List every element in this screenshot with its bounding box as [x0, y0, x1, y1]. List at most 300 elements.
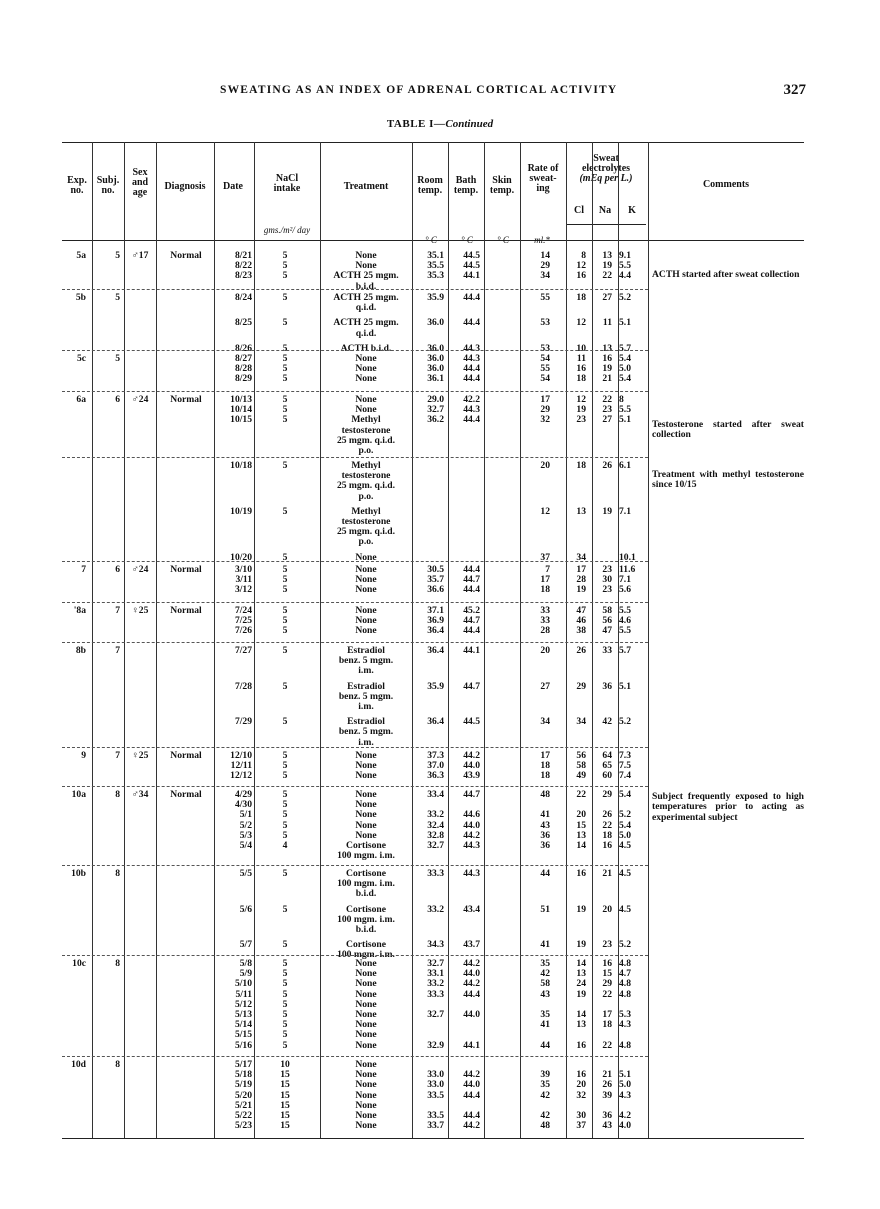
k-cell: 5.5	[619, 260, 631, 272]
header-na: Na	[598, 205, 612, 216]
nacl-cell: 5	[282, 789, 288, 800]
nacl-cell: 5	[282, 939, 288, 951]
date-cell: 8/28	[234, 363, 252, 375]
treatment-cell: ACTH 25 mgm. q.i.d.	[333, 292, 399, 314]
date-cell: 12/12	[230, 770, 252, 782]
room-temp-cell: 35.9	[427, 680, 444, 692]
k-cell: 5.6	[619, 584, 631, 596]
bath-temp-cell: 44.4	[463, 373, 480, 385]
nacl-cell: 5	[282, 363, 288, 375]
treatment-cell: None	[355, 551, 377, 563]
rate-cell: 20	[540, 645, 550, 656]
nacl-cell: 5	[282, 968, 288, 980]
k-cell: 5.5	[619, 605, 631, 616]
cl-cell: 46	[576, 615, 586, 627]
column-divider	[648, 142, 649, 1138]
na-cell: 15	[602, 968, 612, 980]
subject-number: 6	[115, 564, 120, 575]
bath-temp-cell: 44.4	[463, 1089, 480, 1101]
date-cell: 8/22	[234, 260, 252, 272]
treatment-cell: None	[355, 750, 377, 761]
caption-label: TABLE I—	[386, 118, 446, 130]
rate-cell: 41	[540, 1019, 550, 1031]
cl-cell: 11	[576, 353, 586, 364]
rate-cell: 20	[540, 460, 550, 471]
treatment-cell: None	[355, 625, 377, 637]
room-temp-cell: 36.4	[427, 716, 444, 728]
nacl-cell: 5	[282, 551, 288, 563]
na-cell: 17	[602, 1009, 612, 1020]
room-temp-cell: 33.3	[427, 868, 444, 879]
treatment-cell: Methyl testosterone 25 mgm. q.i.d. p.o.	[336, 414, 396, 456]
group-divider	[62, 747, 648, 748]
subject-number: 7	[115, 645, 120, 656]
header-electrolytes-unit: (mEq per L.)	[579, 173, 633, 184]
k-cell: 4.7	[619, 968, 631, 980]
rate-cell: 55	[540, 363, 550, 375]
bath-temp-cell: 44.1	[463, 645, 480, 656]
k-cell: 7.4	[619, 770, 631, 782]
nacl-cell: 5	[282, 625, 288, 637]
cl-cell: 16	[576, 1069, 586, 1081]
nacl-cell: 15	[280, 1069, 290, 1081]
unit-bath: ° C	[461, 235, 473, 245]
treatment-cell: None	[355, 1110, 377, 1121]
nacl-cell: 5	[282, 353, 288, 364]
k-cell: 4.8	[619, 988, 631, 1000]
rate-cell: 48	[540, 1120, 550, 1132]
rate-cell: 17	[540, 574, 550, 586]
k-cell: 4.5	[619, 840, 631, 851]
bath-temp-cell: 44.4	[463, 317, 480, 329]
cl-cell: 19	[576, 903, 586, 915]
treatment-cell: None	[355, 799, 377, 811]
na-cell: 26	[602, 1079, 612, 1091]
group-divider	[62, 1056, 648, 1057]
bath-temp-cell: 44.1	[463, 270, 480, 282]
nacl-cell: 5	[282, 750, 288, 761]
date-cell: 5/18	[234, 1069, 252, 1081]
nacl-cell: 5	[282, 1029, 288, 1041]
header-date: Date	[223, 181, 243, 192]
rate-cell: 58	[540, 978, 550, 990]
rate-cell: 33	[540, 615, 550, 627]
diagnosis: Normal	[170, 789, 202, 800]
treatment-cell: None	[355, 829, 377, 841]
exp-number: 5c	[76, 353, 86, 364]
nacl-cell: 5	[282, 1009, 288, 1020]
nacl-cell: 5	[282, 292, 288, 303]
na-cell: 23	[602, 404, 612, 416]
room-temp-cell: 32.7	[427, 1009, 444, 1020]
running-head: SWEATING AS AN INDEX OF ADRENAL CORTICAL ACTIVITY	[220, 84, 618, 96]
room-temp-cell: 36.0	[427, 363, 444, 375]
bath-temp-cell: 44.4	[463, 564, 480, 575]
na-cell: 18	[602, 829, 612, 841]
na-cell: 30	[602, 574, 612, 586]
k-cell: 4.5	[619, 868, 631, 879]
date-cell: 7/28	[234, 680, 252, 692]
room-temp-cell: 36.4	[427, 625, 444, 637]
room-temp-cell: 33.3	[427, 988, 444, 1000]
cl-cell: 13	[576, 829, 586, 841]
room-temp-cell: 30.5	[427, 564, 444, 575]
rate-cell: 41	[540, 809, 550, 821]
bath-temp-cell: 44.3	[463, 840, 480, 851]
k-cell: 5.7	[619, 645, 631, 656]
bath-temp-cell: 44.2	[463, 1069, 480, 1081]
na-cell: 19	[602, 505, 612, 517]
comment-subject-exposure: Subject frequently exposed to high temperatures prior to acting as experimental subject	[652, 791, 804, 823]
room-temp-cell: 32.7	[427, 958, 444, 969]
nacl-cell: 15	[280, 1099, 290, 1111]
na-cell: 20	[602, 903, 612, 915]
cl-cell: 18	[576, 292, 586, 303]
date-cell: 5/23	[234, 1120, 252, 1132]
nacl-cell: 5	[282, 505, 288, 517]
cl-cell: 20	[576, 809, 586, 821]
unit-room: ° C	[425, 235, 437, 245]
date-cell: 5/11	[235, 988, 252, 1000]
date-cell: 8/24	[234, 292, 252, 303]
k-cell: 5.0	[619, 363, 631, 375]
na-cell: 21	[602, 1069, 612, 1081]
treatment-cell: Estradiol benz. 5 mgm. i.m.	[338, 716, 394, 748]
header-rate: Rate of sweat-ing	[527, 163, 559, 194]
date-cell: 10/15	[230, 414, 252, 426]
cl-cell: 13	[576, 1019, 586, 1031]
room-temp-cell: 32.8	[427, 829, 444, 841]
date-cell: 3/10	[234, 564, 252, 575]
k-cell: 4.5	[619, 903, 631, 915]
group-divider	[62, 350, 648, 351]
na-cell: 29	[602, 978, 612, 990]
rate-cell: 55	[540, 292, 550, 303]
treatment-cell: None	[355, 1059, 377, 1070]
room-temp-cell: 33.2	[427, 978, 444, 990]
bath-temp-cell: 44.0	[463, 1079, 480, 1091]
cl-cell: 13	[576, 968, 586, 980]
header-bath: Bath temp.	[453, 175, 479, 196]
rate-cell: 35	[540, 958, 550, 969]
cl-cell: 14	[576, 840, 586, 851]
na-cell: 16	[602, 353, 612, 364]
rate-cell: 48	[540, 789, 550, 800]
k-cell: 5.5	[619, 625, 631, 637]
bath-temp-cell: 43.4	[463, 903, 480, 915]
date-cell: 4/30	[234, 799, 252, 811]
exp-number: 5a	[76, 250, 86, 261]
k-cell: 6.1	[619, 460, 631, 471]
room-temp-cell: 33.2	[427, 809, 444, 821]
nacl-cell: 5	[282, 829, 288, 841]
group-divider	[62, 391, 648, 392]
cl-cell: 24	[576, 978, 586, 990]
date-cell: 5/4	[239, 840, 252, 851]
k-cell: 11.6	[619, 564, 636, 575]
na-cell: 64	[602, 750, 612, 761]
rate-cell: 54	[540, 373, 550, 385]
exp-number: 10b	[71, 868, 86, 879]
cl-cell: 14	[576, 958, 586, 969]
room-temp-cell: 36.0	[427, 353, 444, 364]
room-temp-cell: 36.3	[427, 770, 444, 782]
cl-cell: 26	[576, 645, 586, 656]
na-cell: 60	[602, 770, 612, 782]
date-cell: 5/6	[239, 903, 252, 915]
date-cell: 5/21	[234, 1099, 252, 1111]
k-cell: 7.5	[619, 760, 631, 772]
nacl-cell: 5	[282, 716, 288, 728]
bath-temp-cell: 44.2	[463, 750, 480, 761]
treatment-cell: None	[355, 615, 377, 627]
top-rule	[62, 142, 804, 143]
exp-number: 10c	[72, 958, 86, 969]
unit-rate: ml.*	[534, 235, 550, 245]
k-cell: 4.0	[619, 1120, 631, 1132]
diagnosis: Normal	[170, 750, 202, 761]
rate-cell: 35	[540, 1009, 550, 1020]
treatment-cell: None	[355, 958, 377, 969]
nacl-cell: 5	[282, 868, 288, 879]
date-cell: 7/25	[234, 615, 252, 627]
k-cell: 5.2	[619, 716, 631, 728]
date-cell: 8/25	[234, 317, 252, 329]
rate-cell: 44	[540, 1039, 550, 1051]
group-divider	[62, 865, 648, 866]
rate-cell: 34	[540, 270, 550, 282]
header-electrolytes: Sweat electrolytes	[581, 153, 631, 174]
page-number: 327	[783, 82, 806, 98]
date-cell: 8/21	[234, 250, 252, 261]
cl-cell: 32	[576, 1089, 586, 1101]
exp-number: 9	[81, 750, 86, 761]
date-cell: 5/17	[234, 1059, 252, 1070]
subject-number: 5	[115, 250, 120, 261]
nacl-cell: 5	[282, 373, 288, 385]
treatment-cell: ACTH 25 mgm. q.i.d.	[333, 317, 399, 339]
na-cell: 19	[602, 260, 612, 272]
bath-temp-cell: 44.6	[463, 809, 480, 821]
rate-cell: 43	[540, 819, 550, 831]
room-temp-cell: 36.4	[427, 645, 444, 656]
bath-temp-cell: 44.0	[463, 1009, 480, 1020]
header-exp: Exp. no.	[67, 175, 87, 196]
rate-cell: 18	[540, 760, 550, 772]
rate-cell: 41	[540, 939, 550, 951]
rate-cell: 42	[540, 968, 550, 980]
cl-cell: 22	[576, 789, 586, 800]
nacl-cell: 5	[282, 680, 288, 692]
room-temp-cell: 35.3	[427, 270, 444, 282]
nacl-cell: 5	[282, 799, 288, 811]
nacl-cell: 5	[282, 414, 288, 426]
room-temp-cell: 36.0	[427, 317, 444, 329]
cl-cell: 16	[576, 270, 586, 282]
room-temp-cell: 35.9	[427, 292, 444, 303]
k-cell: 5.7	[619, 342, 631, 354]
cl-cell: 37	[576, 1120, 586, 1132]
na-cell: 26	[602, 809, 612, 821]
column-divider	[484, 142, 485, 1138]
na-cell: 43	[602, 1120, 612, 1132]
na-cell: 29	[602, 789, 612, 800]
date-cell: 3/11	[235, 574, 252, 586]
k-cell: 9.1	[619, 250, 631, 261]
cl-cell: 34	[576, 551, 586, 563]
rate-cell: 33	[540, 605, 550, 616]
nacl-cell: 5	[282, 903, 288, 915]
cl-cell: 30	[576, 1110, 586, 1121]
cl-cell: 19	[576, 404, 586, 416]
date-cell: 5/2	[239, 819, 252, 831]
rate-cell: 43	[540, 988, 550, 1000]
cl-cell: 16	[576, 1039, 586, 1051]
treatment-cell: Cortisone 100 mgm. i.m. b.i.d.	[337, 868, 395, 900]
na-cell: 42	[602, 716, 612, 728]
room-temp-cell: 36.2	[427, 414, 444, 426]
sex-age: ♂24	[131, 394, 149, 405]
na-cell: 36	[602, 1110, 612, 1121]
subject-number: 8	[115, 958, 120, 969]
rate-cell: 17	[540, 750, 550, 761]
nacl-cell: 5	[282, 270, 288, 282]
header-k: K	[628, 205, 636, 216]
nacl-cell: 5	[282, 1039, 288, 1051]
treatment-cell: None	[355, 1120, 377, 1132]
unit-skin: ° C	[497, 235, 509, 245]
room-temp-cell: 33.5	[427, 1110, 444, 1121]
bath-temp-cell: 44.0	[463, 968, 480, 980]
bath-temp-cell: 44.4	[463, 988, 480, 1000]
treatment-cell: Estradiol benz. 5 mgm. i.m.	[338, 680, 394, 712]
rate-cell: 54	[540, 353, 550, 364]
group-divider	[62, 457, 648, 458]
header-room: Room temp.	[417, 175, 443, 196]
unit-nacl: gms./m²/ day	[263, 225, 311, 235]
k-cell: 4.6	[619, 615, 631, 627]
nacl-cell: 15	[280, 1089, 290, 1101]
date-cell: 5/13	[234, 1009, 252, 1020]
subject-number: 8	[115, 1059, 120, 1070]
k-cell: 5.2	[619, 809, 631, 821]
header-cl: Cl	[574, 205, 584, 216]
caption-continued: Continued	[445, 118, 494, 130]
treatment-cell: None	[355, 1089, 377, 1101]
date-cell: 8/27	[234, 353, 252, 364]
date-cell: 5/15	[234, 1029, 252, 1041]
date-cell: 7/26	[234, 625, 252, 637]
bath-temp-cell: 43.7	[463, 939, 480, 951]
treatment-cell: None	[355, 770, 377, 782]
sex-age: ♂34	[131, 789, 149, 800]
date-cell: 8/29	[234, 373, 252, 385]
room-temp-cell: 33.0	[427, 1069, 444, 1081]
treatment-cell: None	[355, 394, 377, 405]
treatment-cell: Cortisone 100 mgm. i.m.	[337, 840, 395, 862]
room-temp-cell: 37.0	[427, 760, 444, 772]
header-diagnosis: Diagnosis	[164, 181, 206, 192]
bath-temp-cell: 44.5	[463, 260, 480, 272]
rate-cell: 44	[540, 868, 550, 879]
k-cell: 5.4	[619, 373, 631, 385]
bath-temp-cell: 42.2	[463, 394, 480, 405]
k-cell: 5.1	[619, 1069, 631, 1081]
date-cell: 5/3	[239, 829, 252, 841]
bath-temp-cell: 44.7	[463, 615, 480, 627]
room-temp-cell: 35.1	[427, 250, 444, 261]
nacl-cell: 5	[282, 260, 288, 272]
cl-cell: 23	[576, 414, 586, 426]
header-treatment: Treatment	[343, 181, 389, 192]
bath-temp-cell: 44.0	[463, 819, 480, 831]
treatment-cell: None	[355, 1099, 377, 1111]
cl-cell: 12	[576, 317, 586, 329]
room-temp-cell: 33.0	[427, 1079, 444, 1091]
subject-number: 6	[115, 394, 120, 405]
treatment-cell: None	[355, 760, 377, 772]
date-cell: 5/22	[234, 1110, 252, 1121]
date-cell: 8/23	[234, 270, 252, 282]
treatment-cell: Cortisone 100 mgm. i.m.	[337, 939, 395, 961]
treatment-cell: ACTH 25 mgm. b.i.d.	[333, 270, 399, 292]
treatment-cell: None	[355, 998, 377, 1010]
date-cell: 7/27	[234, 645, 252, 656]
rate-cell: 29	[540, 260, 550, 272]
rate-cell: 42	[540, 1110, 550, 1121]
na-cell: 23	[602, 939, 612, 951]
na-cell: 21	[602, 868, 612, 879]
nacl-cell: 5	[282, 645, 288, 656]
na-cell: 27	[602, 292, 612, 303]
rate-cell: 39	[540, 1069, 550, 1081]
diagnosis: Normal	[170, 605, 202, 616]
bath-temp-cell: 44.3	[463, 353, 480, 364]
cl-cell: 58	[576, 760, 586, 772]
rate-cell: 35	[540, 1079, 550, 1091]
na-cell: 56	[602, 615, 612, 627]
rate-cell: 32	[540, 414, 550, 426]
k-cell: 4.8	[619, 1039, 631, 1051]
exp-number: 6a	[76, 394, 86, 405]
k-cell: 4.8	[619, 958, 631, 969]
cl-cell: 10	[576, 342, 586, 354]
room-temp-cell: 29.0	[427, 394, 444, 405]
na-cell: 23	[602, 564, 612, 575]
treatment-cell: Estradiol benz. 5 mgm. i.m.	[338, 645, 394, 677]
k-cell: 4.3	[619, 1089, 631, 1101]
subject-number: 8	[115, 868, 120, 879]
rate-cell: 14	[540, 250, 550, 261]
bath-temp-cell: 44.7	[463, 680, 480, 692]
room-temp-cell: 32.7	[427, 404, 444, 416]
na-cell: 39	[602, 1089, 612, 1101]
sex-age: ♂24	[131, 564, 149, 575]
na-cell: 22	[602, 819, 612, 831]
subject-number: 8	[115, 789, 120, 800]
k-cell: 5.3	[619, 1009, 631, 1020]
rate-cell: 18	[540, 770, 550, 782]
na-cell: 11	[602, 317, 612, 329]
column-divider	[92, 142, 93, 1138]
rate-cell: 27	[540, 680, 550, 692]
nacl-cell: 5	[282, 342, 288, 354]
column-divider	[156, 142, 157, 1138]
bath-temp-cell: 44.0	[463, 760, 480, 772]
nacl-cell: 15	[280, 1110, 290, 1121]
na-cell: 21	[602, 373, 612, 385]
cl-cell: 17	[576, 564, 586, 575]
